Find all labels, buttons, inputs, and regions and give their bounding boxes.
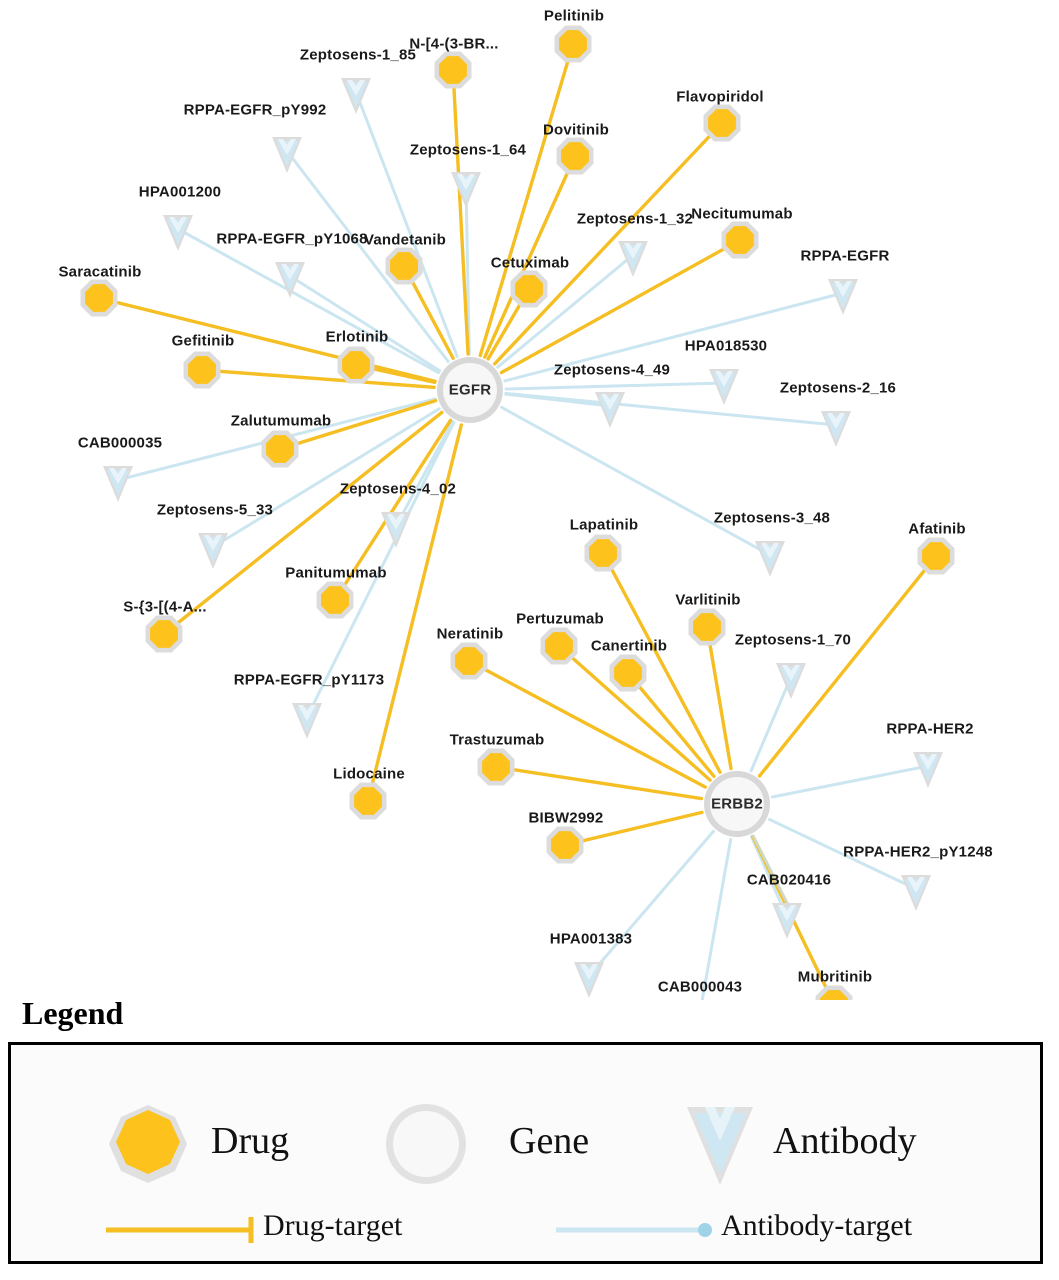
- drug-node-16[interactable]: [146, 616, 183, 653]
- gene-label-erbb2: ERBB2: [711, 795, 763, 813]
- drug-fill: [551, 831, 579, 859]
- antibody-node-8[interactable]: [709, 369, 739, 405]
- drug-fill: [321, 586, 349, 614]
- edge-antibody-7: [506, 383, 724, 389]
- drug-node-21[interactable]: [350, 783, 387, 820]
- antibody-label-21: CAB000043: [657, 978, 743, 996]
- drug-fill: [482, 753, 510, 781]
- antibody-node-16[interactable]: [292, 703, 322, 739]
- antibody-node-5[interactable]: [618, 241, 648, 277]
- legend-drug-target-edge: [106, 1217, 251, 1243]
- drug-node-9[interactable]: [338, 347, 375, 384]
- antibody-node-2[interactable]: [272, 137, 302, 173]
- antibody-label-8: HPA018530: [684, 337, 768, 355]
- drug-node-3[interactable]: [704, 105, 741, 142]
- edge-antibody-9: [506, 393, 836, 425]
- antibody-label-7: RPPA-EGFR: [800, 247, 890, 265]
- drug-label-6: Vandetanib: [363, 231, 447, 249]
- drug-label-10: Gefitinib: [171, 332, 235, 350]
- drug-node-15[interactable]: [689, 609, 726, 646]
- drug-fill: [589, 539, 617, 567]
- drug-node-4[interactable]: [557, 138, 594, 175]
- drug-fill: [614, 659, 642, 687]
- antibody-node-18[interactable]: [901, 875, 931, 911]
- edge-antibody-14: [751, 677, 791, 771]
- antibody-label-11: CAB000035: [77, 434, 163, 452]
- drug-node-17[interactable]: [541, 628, 578, 665]
- drug-node-12[interactable]: [585, 535, 622, 572]
- drug-fill: [559, 30, 587, 58]
- edge-drug-0: [480, 44, 573, 355]
- edge-antibody-20: [698, 839, 731, 1000]
- drug-label-12: Lapatinib: [569, 516, 639, 534]
- antibody-label-12: Zeptosens-4_02: [339, 480, 457, 498]
- drug-node-13[interactable]: [918, 538, 955, 575]
- antibody-label-18: RPPA-HER2_pY1248: [843, 843, 993, 861]
- drug-node-5[interactable]: [722, 222, 759, 259]
- drug-label-4: Dovitinib: [543, 121, 609, 139]
- antibody-node-1[interactable]: [341, 78, 371, 114]
- legend-label-drug: Drug: [211, 1120, 290, 1162]
- antibody-node-3[interactable]: [451, 172, 481, 208]
- drug-fill: [726, 226, 754, 254]
- drug-fill: [85, 284, 113, 312]
- drug-fill: [545, 632, 573, 660]
- antibody-node-14[interactable]: [755, 541, 785, 577]
- drug-label-18: Neratinib: [436, 625, 504, 643]
- drug-label-9: Erlotinib: [325, 328, 389, 346]
- drug-node-18[interactable]: [451, 643, 488, 680]
- drug-fill: [354, 787, 382, 815]
- antibody-label-13: Zeptosens-5_33: [156, 501, 274, 519]
- antibody-label-15: Zeptosens-1_70: [734, 631, 852, 649]
- drug-label-13: Afatinib: [908, 520, 966, 538]
- drug-node-2[interactable]: [435, 52, 472, 89]
- drug-node-19[interactable]: [610, 655, 647, 692]
- drug-label-23: Mubritinib: [797, 968, 873, 986]
- antibody-node-15[interactable]: [776, 663, 806, 699]
- drug-node-11[interactable]: [262, 431, 299, 468]
- drug-label-5: Necitumumab: [691, 205, 793, 223]
- antibody-node-17[interactable]: [913, 752, 943, 788]
- edge-antibody-12: [213, 409, 439, 547]
- legend-label-antibody-target: Antibody-target: [721, 1209, 913, 1242]
- antibody-label-19: CAB020416: [746, 871, 832, 889]
- antibody-label-9: Zeptosens-4_49: [553, 361, 671, 379]
- antibody-label-5: Zeptosens-1_32: [576, 210, 694, 228]
- drug-fill: [922, 542, 950, 570]
- antibody-node-12[interactable]: [381, 512, 411, 548]
- antibody-node-6[interactable]: [275, 262, 305, 298]
- drug-fill: [708, 109, 736, 137]
- drug-fill: [390, 252, 418, 280]
- legend-box: [8, 1042, 1043, 1264]
- drug-node-6[interactable]: [386, 248, 423, 285]
- drug-label-20: Trastuzumab: [449, 731, 545, 749]
- edge-drug-14: [707, 627, 731, 769]
- drug-fill: [561, 142, 589, 170]
- legend-antibody-target-edge: [556, 1223, 712, 1237]
- edge-drug-2: [495, 123, 722, 364]
- edge-drug-18: [628, 673, 714, 776]
- drug-label-21: Lidocaine: [333, 765, 405, 783]
- edge-antibody-16: [772, 766, 928, 797]
- edge-other-cab020416: [753, 836, 787, 903]
- edge-antibody-19: [589, 831, 714, 976]
- antibody-label-10: Zeptosens-2_16: [779, 379, 897, 397]
- drug-node-7[interactable]: [511, 271, 548, 308]
- legend-label-antibody: Antibody: [773, 1120, 917, 1162]
- drug-fill: [342, 351, 370, 379]
- antibody-label-3: Zeptosens-1_64: [409, 141, 527, 159]
- drug-fill: [515, 275, 543, 303]
- drug-label-15: Varlitinib: [675, 591, 741, 609]
- antibody-label-14: Zeptosens-3_48: [713, 509, 831, 527]
- drug-label-7: Cetuximab: [490, 254, 570, 272]
- legend-label-gene: Gene: [509, 1120, 590, 1162]
- antibody-node-10[interactable]: [821, 411, 851, 447]
- drug-label-14: Panitumumab: [285, 564, 387, 582]
- drug-node-14[interactable]: [317, 582, 354, 619]
- drug-label-8: Saracatinib: [58, 263, 142, 281]
- drug-label-11: Zalutumumab: [230, 412, 332, 430]
- antibody-label-16: RPPA-EGFR_pY1173: [233, 671, 385, 689]
- drug-node-8[interactable]: [81, 280, 118, 317]
- drug-node-10[interactable]: [184, 352, 221, 389]
- drug-node-20[interactable]: [478, 749, 515, 786]
- antibody-node-4[interactable]: [163, 215, 193, 251]
- drug-label-17: Pertuzumab: [516, 610, 604, 628]
- antibody-label-17: RPPA-HER2: [886, 720, 974, 738]
- antibody-label-1: Zeptosens-1_85: [299, 46, 417, 64]
- antibody-label-6: RPPA-EGFR_pY1068: [216, 230, 368, 248]
- gene-label-egfr: EGFR: [448, 381, 492, 399]
- edge-antibody-11: [396, 422, 453, 526]
- drug-fill: [693, 613, 721, 641]
- drug-fill: [266, 435, 294, 463]
- drug-fill: [188, 356, 216, 384]
- antibody-label-2: RPPA-EGFR_pY992: [183, 101, 327, 119]
- legend-title: Legend: [22, 995, 124, 1031]
- drug-node-22[interactable]: [547, 827, 584, 864]
- antibody-label-20: HPA001383: [549, 930, 633, 948]
- antibody-label-4: HPA001200: [138, 183, 222, 201]
- legend-gene-icon: [386, 1104, 466, 1184]
- legend-drug-icon: [109, 1105, 187, 1183]
- antibody-node-19[interactable]: [772, 903, 802, 939]
- drug-fill: [150, 620, 178, 648]
- drug-label-19: Canertinib: [590, 637, 668, 655]
- antibody-node-13[interactable]: [198, 533, 228, 569]
- drug-fill: [439, 56, 467, 84]
- drug-label-1: Pelitinib: [543, 7, 605, 25]
- edge-drug-19: [496, 767, 701, 799]
- legend-antibody-icon: [687, 1107, 753, 1185]
- antibody-node-11[interactable]: [103, 466, 133, 502]
- drug-node-1[interactable]: [555, 26, 592, 63]
- drug-label-2: N-[4-(3-BR...: [409, 35, 499, 53]
- legend-label-drug-target: Drug-target: [263, 1209, 403, 1242]
- drug-label-22: BIBW2992: [528, 809, 604, 827]
- drug-fill: [455, 647, 483, 675]
- drug-label-16: S-{3-[(4-A...: [123, 598, 207, 616]
- antibody-node-9[interactable]: [595, 392, 625, 428]
- edge-antibody-0: [356, 92, 457, 356]
- drug-label-3: Flavopiridol: [676, 88, 764, 106]
- drug-node-23[interactable]: [816, 986, 853, 1001]
- antibody-node-20[interactable]: [574, 962, 604, 998]
